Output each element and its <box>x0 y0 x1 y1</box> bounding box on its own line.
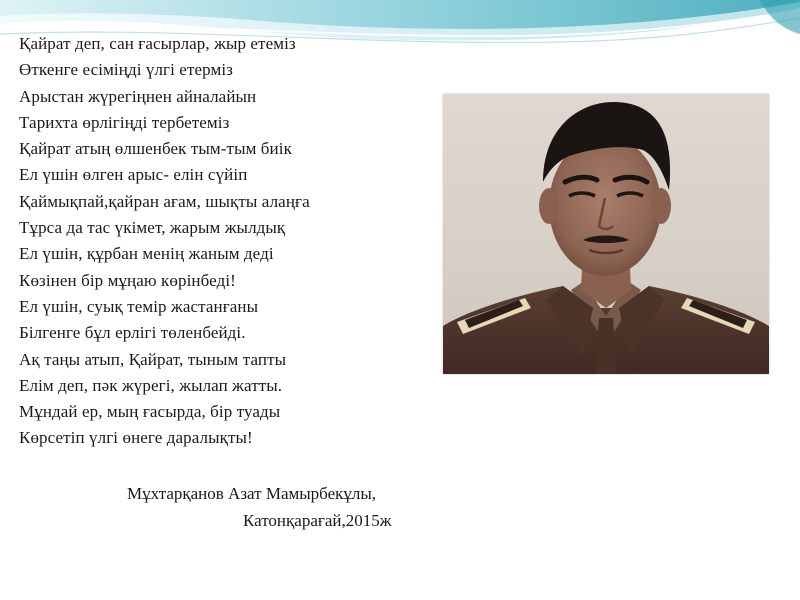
poem-line: Арыстан жүрегіңнен айналайын <box>19 86 257 106</box>
poem-line: Елім деп, пәк жүрегі, жылап жатты. <box>19 375 283 395</box>
poem-line: Ел үшін өлген арыс- елін сүйіп <box>19 165 248 185</box>
poem-line: Қаймықпай,қайран ағам, шықты алаңға <box>19 191 310 211</box>
poem-line: Мұндай ер, мың ғасырда, бір туады <box>19 402 281 422</box>
poem-line: Ақ таңы атып, Қайрат, тыным тапты <box>19 349 287 369</box>
poem-line: Ел үшін, суық темір жастанғаны <box>19 296 259 316</box>
poem-line: Білгенге бұл ерлігі төленбейді. <box>19 323 246 343</box>
poem-line: Қайрат атың өлшенбек тым-тым биік <box>19 139 292 159</box>
poem-text <box>19 31 310 452</box>
poem-line: Өткенге есіміңді үлгі етерміз <box>19 60 233 80</box>
poem-line: Тарихта өрлігіңді тербетеміз <box>19 112 230 132</box>
poem-line: Қайрат деп, сан ғасырлар, жыр етеміз <box>19 34 296 53</box>
portrait-photo-icon <box>443 94 769 374</box>
poem-line: Көрсетіп үлгі өнеге даралықты! <box>19 428 253 448</box>
place-year: Катонқарағай,2015ж <box>243 511 392 530</box>
author-name: Мұхтарқанов Азат Мамырбекұлы, <box>127 484 377 503</box>
poem-line: Ел үшін, құрбан менің жаным деді <box>19 244 274 264</box>
poem-line: Тұрса да тас үкімет, жарым жылдық <box>19 218 286 238</box>
portrait-photo <box>443 94 769 374</box>
poem-line: Көзінен бір мұңаю көрінбеді! <box>19 270 236 290</box>
